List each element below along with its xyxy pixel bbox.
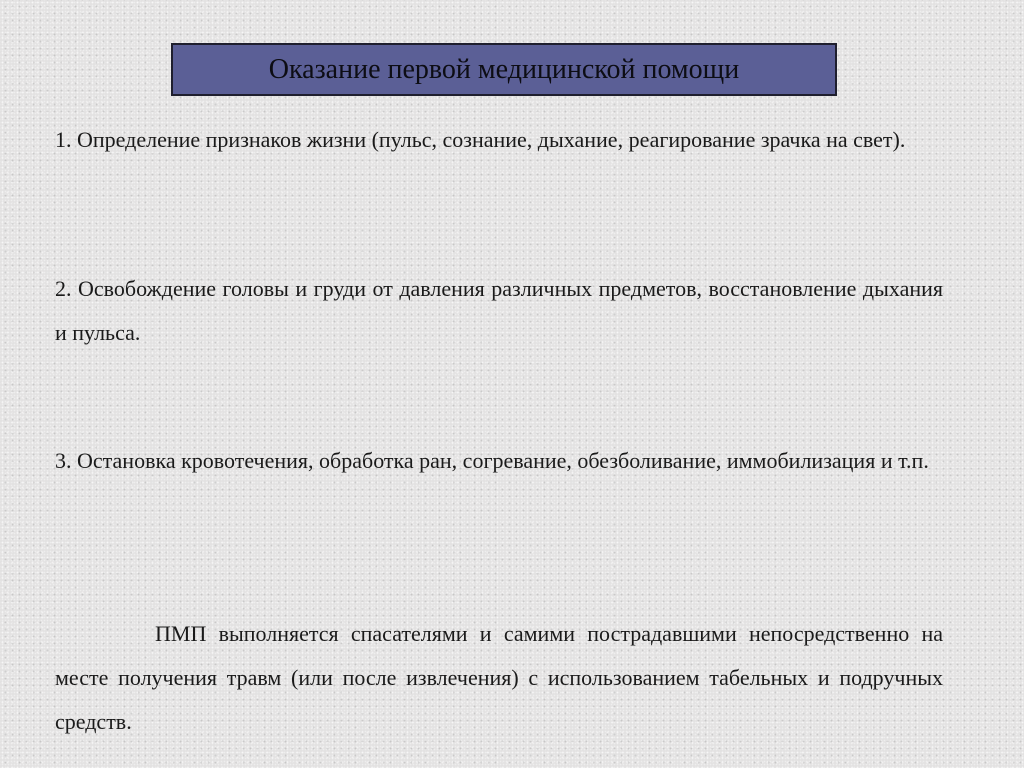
list-item-1: 1. Определение признаков жизни (пульс, сознание, дыхание, реагирование зрачка на свет).: [55, 127, 906, 152]
list-item-3: 3. Остановка кровотечения, обработка ран, согревание, обезболивание, иммобилизация и т.п.: [55, 448, 929, 473]
note-paragraph: ПМП выполняется спасателями и самими пострадавшими непосредственно на месте получения травм (или после извлечения) с использованием табельных и подручных средств.: [55, 621, 943, 734]
list-item-2: 2. Освобождение головы и груди от давления различных предметов, восстановление дыхания и пульса.: [55, 276, 943, 345]
slide-title: Оказание первой медицинской помощи: [268, 53, 740, 85]
title-banner: [171, 43, 837, 96]
